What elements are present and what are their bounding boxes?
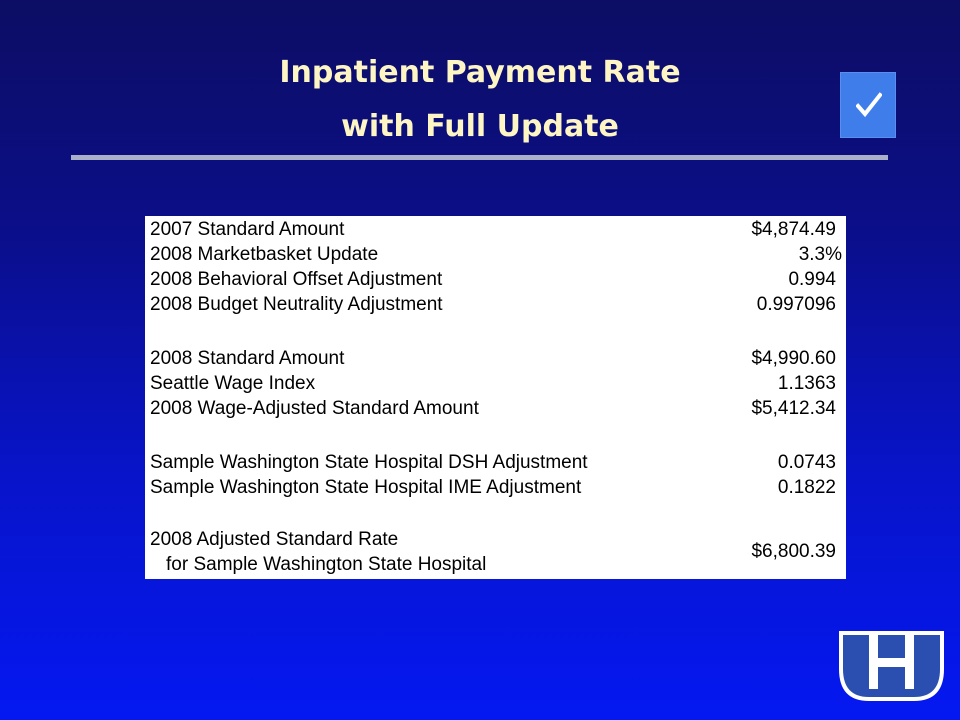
row-label: Seattle Wage Index	[150, 373, 316, 394]
row-value: 0.1822	[777, 477, 836, 498]
payment-rate-table	[145, 216, 846, 579]
row-label: 2008 Budget Neutrality Adjustment	[150, 294, 443, 315]
slide-title-line1: Inpatient Payment Rate	[279, 55, 681, 90]
row-label: Sample Washington State Hospital IME Adjustment	[150, 477, 582, 498]
row-value: $5,412.34	[751, 398, 836, 419]
row-value: 0.994	[788, 269, 836, 290]
table-row	[145, 267, 846, 292]
hospital-h-logo	[839, 631, 944, 701]
table-row	[145, 217, 846, 242]
checkmark-icon	[856, 92, 882, 118]
row-value: 0.997096	[756, 294, 836, 315]
row-label: 2008 Behavioral Offset Adjustment	[150, 269, 443, 290]
row-label: Sample Washington State Hospital DSH Adjustment	[150, 452, 588, 473]
row-label: 2008 Adjusted Standard Rate	[150, 529, 399, 550]
row-label: 2008 Wage-Adjusted Standard Amount	[150, 398, 479, 419]
row-value: 0.0743	[777, 452, 836, 473]
table-row	[145, 371, 846, 396]
table-row	[145, 475, 846, 500]
table-row	[145, 346, 846, 371]
row-label: 2008 Standard Amount	[150, 348, 345, 369]
row-value: $4,990.60	[751, 348, 836, 369]
row-value: 3.3%	[798, 244, 842, 265]
slide-title-line2: with Full Update	[341, 109, 619, 144]
row-label: 2007 Standard Amount	[150, 219, 345, 240]
title-divider	[71, 155, 888, 160]
table-row	[145, 396, 846, 421]
table-row	[145, 292, 846, 317]
row-value: $4,874.49	[751, 219, 836, 240]
table-row	[145, 242, 846, 267]
table-row	[145, 552, 846, 577]
row-value: 1.1363	[777, 373, 836, 394]
checkmark-badge	[840, 72, 896, 138]
row-value: $6,800.39	[751, 541, 836, 562]
row-label: for Sample Washington State Hospital	[166, 554, 487, 575]
row-label: 2008 Marketbasket Update	[150, 244, 379, 265]
table-row	[145, 450, 846, 475]
